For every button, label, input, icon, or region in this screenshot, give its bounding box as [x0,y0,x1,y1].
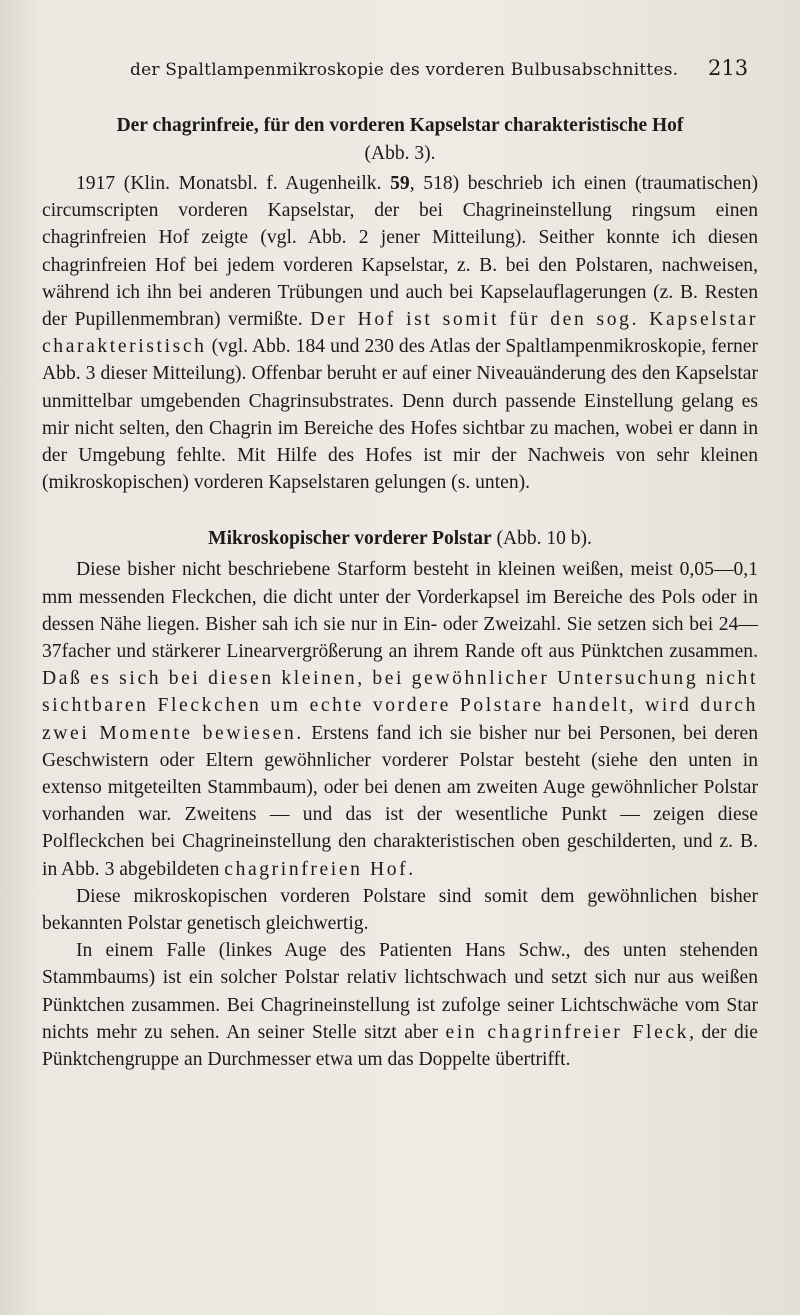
section-heading-hof-ref: (Abb. 3). [364,143,436,164]
paragraph-text: 1917 (Klin. Monatsbl. f. Augenheilk. [76,173,391,194]
section-heading-polstar-ref: (Abb. 10 b). [491,528,592,550]
paragraph-text: , der die Pünktchengruppe an Durchmesser etwa um das Doppelte übertrifft. [42,1021,758,1071]
paragraph-polstar-1 [42,556,758,882]
paragraph-text: In einem Falle (linkes Auge des Patienten Hans Schw., des unten stehenden Stammbaums) ist ein solcher Polstar relativ lichtschwach und setzt sich nur aus weißen Pünktchen zusammen. Bei Chagrineinstellung ist zufolge seiner Lichtschwäche vom Star nichts mehr zu sehen. An seiner Stelle sitzt aber [42,940,758,1043]
emphasized-text: Der Hof ist somit für den sog. Kapselstar charakteristisch [42,309,758,358]
running-head [0,56,800,84]
page-body [42,112,758,1073]
section-heading-polstar-title: Mikroskopischer vorderer Polstar [208,528,492,550]
emphasized-text: chagrinfreien Hof. [224,858,416,880]
emphasized-text: Daß es sich bei diesen kleinen, bei gewöhnlicher Untersuchung nicht sichtbaren Fleckchen um echte vordere Polstare handelt, wird durch zwei Momente bewiesen. [42,668,758,744]
paragraph-hof [42,170,758,496]
running-title: der Spaltlampenmikroskopie des vorderen Bulbusabschnittes. [130,60,679,80]
paragraph-text: , 518) beschrieb ich einen (traumatischen) circumscripten vorderen Kapselstar, der bei Chagrineinstellung ringsum einen chagrinfreien Hof zeigte (vgl. Abb. 2 jener Mitteilung). Seither konnte ich diesen chagrinfreien Hof bei jedem vorderen Kapselstar, z. B. bei den Polstaren, nachweisen, während ich ihn bei anderen Trübungen und auch bei Kapselauflagerungen (z. B. Resten der Pupillenmembran) vermißte. [42,173,758,331]
section-heading-hof: Der chagrinfreie, für den vorderen Kapselstar charakteristische Hof [116,115,684,136]
paragraph-text: (vgl. Abb. 184 und 230 des Atlas der Spaltlampenmikroskopie, ferner Abb. 3 dieser Mitteilung). Offenbar beruht er auf einer Niveauänderung des den Kapselstar unmittelbar umgebenden Chagrinsubstrates. Denn durch passende Einstellung gelang es mir nicht selten, den Chagrin im Bereiche des Hofes sichtbar zu machen, wobei er dann in der Umgebung fehlte. Mit Hilfe des Hofes ist mir der Nachweis von sehr kleinen (mikroskopischen) vorderen Kapselstaren gelungen (s. unten). [42,336,758,494]
section-heading-polstar [42,524,758,554]
paragraph-polstar-2: Diese mikroskopischen vorderen Polstare sind somit dem gewöhnlichen bisher bekannten Polstar genetisch gleichwertig. [42,885,758,935]
page-number: 213 [708,56,749,80]
paragraph-polstar-3 [42,937,758,1073]
volume-number: 59 [390,173,410,194]
section-gap [42,496,758,524]
paragraph-text: Erstens fand ich sie bisher nur bei Personen, bei deren Geschwistern oder Eltern gewöhnlicher vorderer Polstar besteht (siehe den unten in extenso mitgeteilten Stammbaum), oder bei denen am zweiten Auge gewöhnlicher Polstar vorhanden war. Zweitens — und das ist der wesentliche Punkt — zeigen diese Polfleckchen bei Chagrineinstellung den charakteristischen oben geschilderten, und z. B. in Abb. 3 abgebildeten [42,722,758,880]
paragraph-text: Diese bisher nicht beschriebene Starform besteht in kleinen weißen, meist 0,05—0,1 mm messenden Fleckchen, die dicht unter der Vorderkapsel im Bereiche des Pols oder in dessen Nähe liegen. Bisher sah ich sie nur in Ein- oder Zweizahl. Sie setzen sich bei 24—37facher und stärkerer Linearvergrößerung an ihrem Rande oft aus Pünktchen zusammen. [42,559,758,663]
emphasized-text: ein chagrinfreier Fleck [445,1021,690,1043]
